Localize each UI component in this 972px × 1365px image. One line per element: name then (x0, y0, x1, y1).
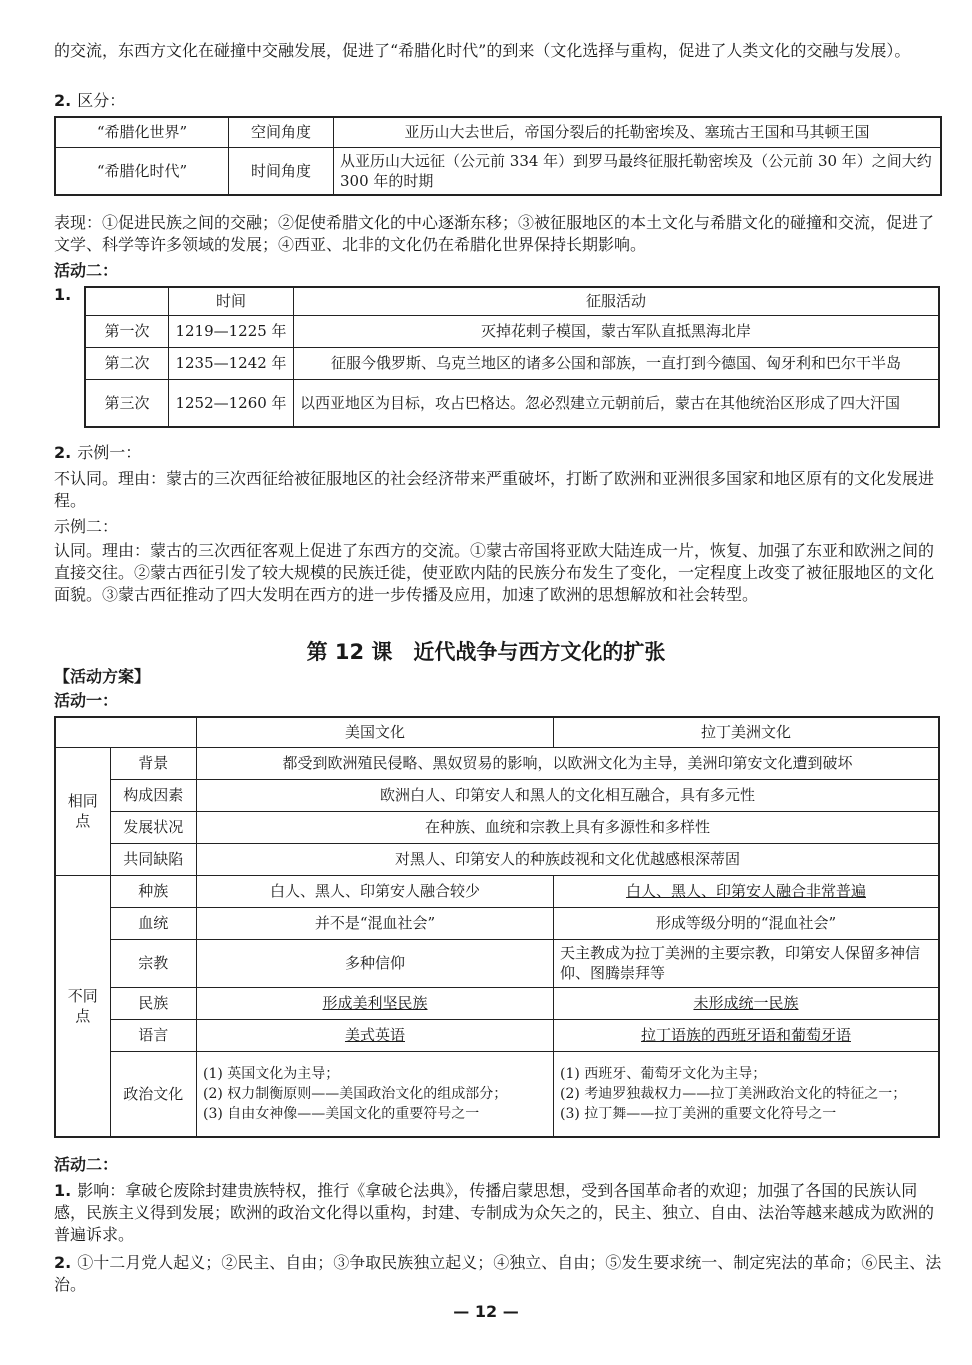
la-politics-cell (554, 1051, 940, 1137)
aspect-cell: 政治文化 (110, 1051, 197, 1137)
table-row (55, 907, 939, 939)
header-cell: 征服活动 (294, 287, 940, 315)
time-cell: 1219—1225 年 (169, 315, 294, 347)
la-cell: 拉丁语族的西班牙语和葡萄牙语 (554, 1019, 940, 1051)
page-number: — 12 — (453, 1302, 519, 1321)
table-row (85, 379, 939, 427)
table-row (55, 747, 939, 779)
la-cell: 未形成统一民族 (554, 987, 940, 1019)
diff-label-cell: 不同点 (55, 875, 110, 1137)
corner-cell (55, 717, 110, 747)
table-row (55, 1019, 939, 1051)
example-1-text: 不认同。理由：蒙古的三次西征给被征服地区的社会经济带来严重破坏，打断了欧洲和亚洲很多国家和地区原有的文化发展进程。 (54, 469, 935, 510)
politics-line: (3) 自由女神像——美国文化的重要符号之一 (203, 1105, 480, 1122)
term-cell: “希腊化世界” (55, 117, 229, 147)
us-cell: 美式英语 (197, 1019, 554, 1051)
item-title: 区分： (77, 91, 126, 110)
time-cell: 1252—1260 年 (169, 379, 294, 427)
table-row (55, 875, 939, 907)
aspect-cell: 种族 (110, 875, 197, 907)
example-1-heading (54, 442, 944, 464)
la-cell: 白人、黑人、印第安人融合非常普遍 (554, 875, 940, 907)
header-la: 拉丁美洲文化 (554, 717, 940, 747)
activity-1-heading: 活动一： (54, 691, 119, 710)
table-header-row (85, 287, 939, 315)
order-cell: 第三次 (85, 379, 169, 427)
table-row (55, 987, 939, 1019)
term-cell: “希腊化时代” (55, 147, 229, 195)
us-cell: 白人、黑人、印第安人融合较少 (197, 875, 554, 907)
answer-2-text: ①十二月党人起义；②民主、自由；③争取民族独立起义；④独立、自由；⑤发生要求统一、制定宪法的革命；⑥民主、法治。 (54, 1253, 942, 1294)
table-row (55, 939, 939, 987)
table-row (55, 779, 939, 811)
lesson-title: 第 12 课 近代战争与西方文化的扩张 (306, 640, 666, 664)
us-politics-cell (197, 1051, 554, 1137)
desc-cell: 从亚历山大远征（公元前 334 年）到罗马最终征服托勒密埃及（公元前 30 年）之间大约 300 年的时期 (334, 147, 942, 195)
activity-2-heading: 活动二： (54, 261, 119, 280)
table-header-row (55, 717, 939, 747)
table-row (85, 315, 939, 347)
order-cell: 第二次 (85, 347, 169, 379)
aspect-cell: 宗教 (110, 939, 197, 987)
politics-line: (2) 考迪罗独裁权力——拉丁美洲政治文化的特征之一； (560, 1085, 907, 1102)
table-row (55, 843, 939, 875)
desc-cell: 亚历山大去世后，帝国分裂后的托勒密埃及、塞琉古王国和马其顿王国 (334, 117, 942, 147)
politics-line: (3) 拉丁舞——拉丁美洲的重要文化符号之一 (560, 1105, 837, 1122)
item-number: 2. (54, 443, 72, 462)
time-cell: 1235—1242 年 (169, 347, 294, 379)
angle-cell: 时间角度 (229, 147, 334, 195)
shared-cell: 对黑人、印第安人的种族歧视和文化优越感根深蒂固 (197, 843, 940, 875)
la-cell: 形成等级分明的“混血社会” (554, 907, 940, 939)
table-row (55, 811, 939, 843)
la-cell: 天主教成为拉丁美洲的主要宗教，印第安人保留多神信仰、图腾崇拜等 (554, 939, 940, 987)
plan-heading: 【活动方案】 (54, 667, 151, 686)
same-label-cell: 相同点 (55, 747, 110, 875)
item-number: 1. (54, 285, 72, 304)
shared-cell: 都受到欧洲殖民侵略、黑奴贸易的影响，以欧洲文化为主导，美洲印第安文化遭到破坏 (197, 747, 940, 779)
activity-2b-heading: 活动二： (54, 1155, 119, 1174)
aspect-cell: 发展状况 (110, 811, 197, 843)
expression-paragraph: 表现：①促进民族之间的交融；②促使希腊文化的中心逐渐东移；③被征服地区的本土文化与希腊文化的碰撞和交流，促进了文学、科学等许多领域的发展；④西亚、北非的文化仍在希腊化世界保持长期影响。 (54, 213, 935, 254)
intro-paragraph: 的交流，东西方文化在碰撞中交融发展，促进了“希腊化时代”的到来（文化选择与重构，促进了人类文化的交融与发展）。 (54, 41, 911, 60)
table-row (85, 347, 939, 379)
aspect-cell: 共同缺陷 (110, 843, 197, 875)
influence-text: 影响：拿破仑废除封建贵族特权，推行《拿破仑法典》，传播启蒙思想，受到各国革命者的欢迎；加强了各国的民族认同感，民族主义得到发展；欧洲的政治文化得以重构，封建、专制成为众矢之的，民主、独立、自由、法治等越来越成为欧洲的普遍诉求。 (54, 1181, 935, 1244)
conquest-table (84, 286, 940, 428)
us-cell: 并不是“混血社会” (197, 907, 554, 939)
influence-paragraph (54, 1180, 944, 1246)
item-2-heading (54, 90, 944, 112)
answer-2-paragraph (54, 1252, 944, 1296)
example-2-text: 认同。理由：蒙古的三次西征客观上促进了东西方的交流。①蒙古帝国将亚欧大陆连成一片，恢复、加强了东亚和欧洲之间的直接交往。②蒙古西征引发了较大规模的民族迁徙，使亚欧内陆的民族分布发生了变化，一定程度上改变了被征服地区的文化面貌。③蒙古西征推动了四大发明在西方的进一步传播及应用，加速了欧洲的思想解放和社会转型。 (54, 541, 935, 604)
shared-cell: 在种族、血统和宗教上具有多源性和多样性 (197, 811, 940, 843)
activity-cell: 灭掉花剌子模国，蒙古军队直抵黑海北岸 (294, 315, 940, 347)
header-cell: 时间 (169, 287, 294, 315)
shared-cell: 欧洲白人、印第安人和黑人的文化相互融合，具有多元性 (197, 779, 940, 811)
politics-line: (2) 权力制衡原则——美国政治文化的组成部分； (203, 1085, 508, 1102)
aspect-cell: 构成因素 (110, 779, 197, 811)
politics-line: (1) 西班牙、葡萄牙文化为主导； (560, 1065, 767, 1082)
table-row (55, 147, 941, 195)
item-number: 2. (54, 91, 72, 110)
aspect-cell: 民族 (110, 987, 197, 1019)
aspect-cell: 背景 (110, 747, 197, 779)
distinguish-table (54, 116, 942, 196)
header-cell (85, 287, 169, 315)
activity-cell: 征服今俄罗斯、乌克兰地区的诸多公国和部族，一直打到今德国、匈牙利和巴尔干半岛 (294, 347, 940, 379)
table-row (55, 1051, 939, 1137)
table-row (55, 117, 941, 147)
header-us: 美国文化 (197, 717, 554, 747)
aspect-cell: 语言 (110, 1019, 197, 1051)
example-2-title: 示例二： (54, 517, 119, 536)
politics-line: (1) 英国文化为主导； (203, 1065, 340, 1082)
activity-cell: 以西亚地区为目标，攻占巴格达。忽必烈建立元朝前后，蒙古在其他统治区形成了四大汗国 (294, 379, 940, 427)
example-title: 示例一： (77, 443, 142, 462)
item-number: 1. (54, 1181, 72, 1200)
corner-cell (110, 717, 197, 747)
culture-compare-table (54, 716, 940, 1138)
item-number: 2. (54, 1253, 72, 1272)
angle-cell: 空间角度 (229, 117, 334, 147)
order-cell: 第一次 (85, 315, 169, 347)
us-cell: 形成美利坚民族 (197, 987, 554, 1019)
us-cell: 多种信仰 (197, 939, 554, 987)
aspect-cell: 血统 (110, 907, 197, 939)
